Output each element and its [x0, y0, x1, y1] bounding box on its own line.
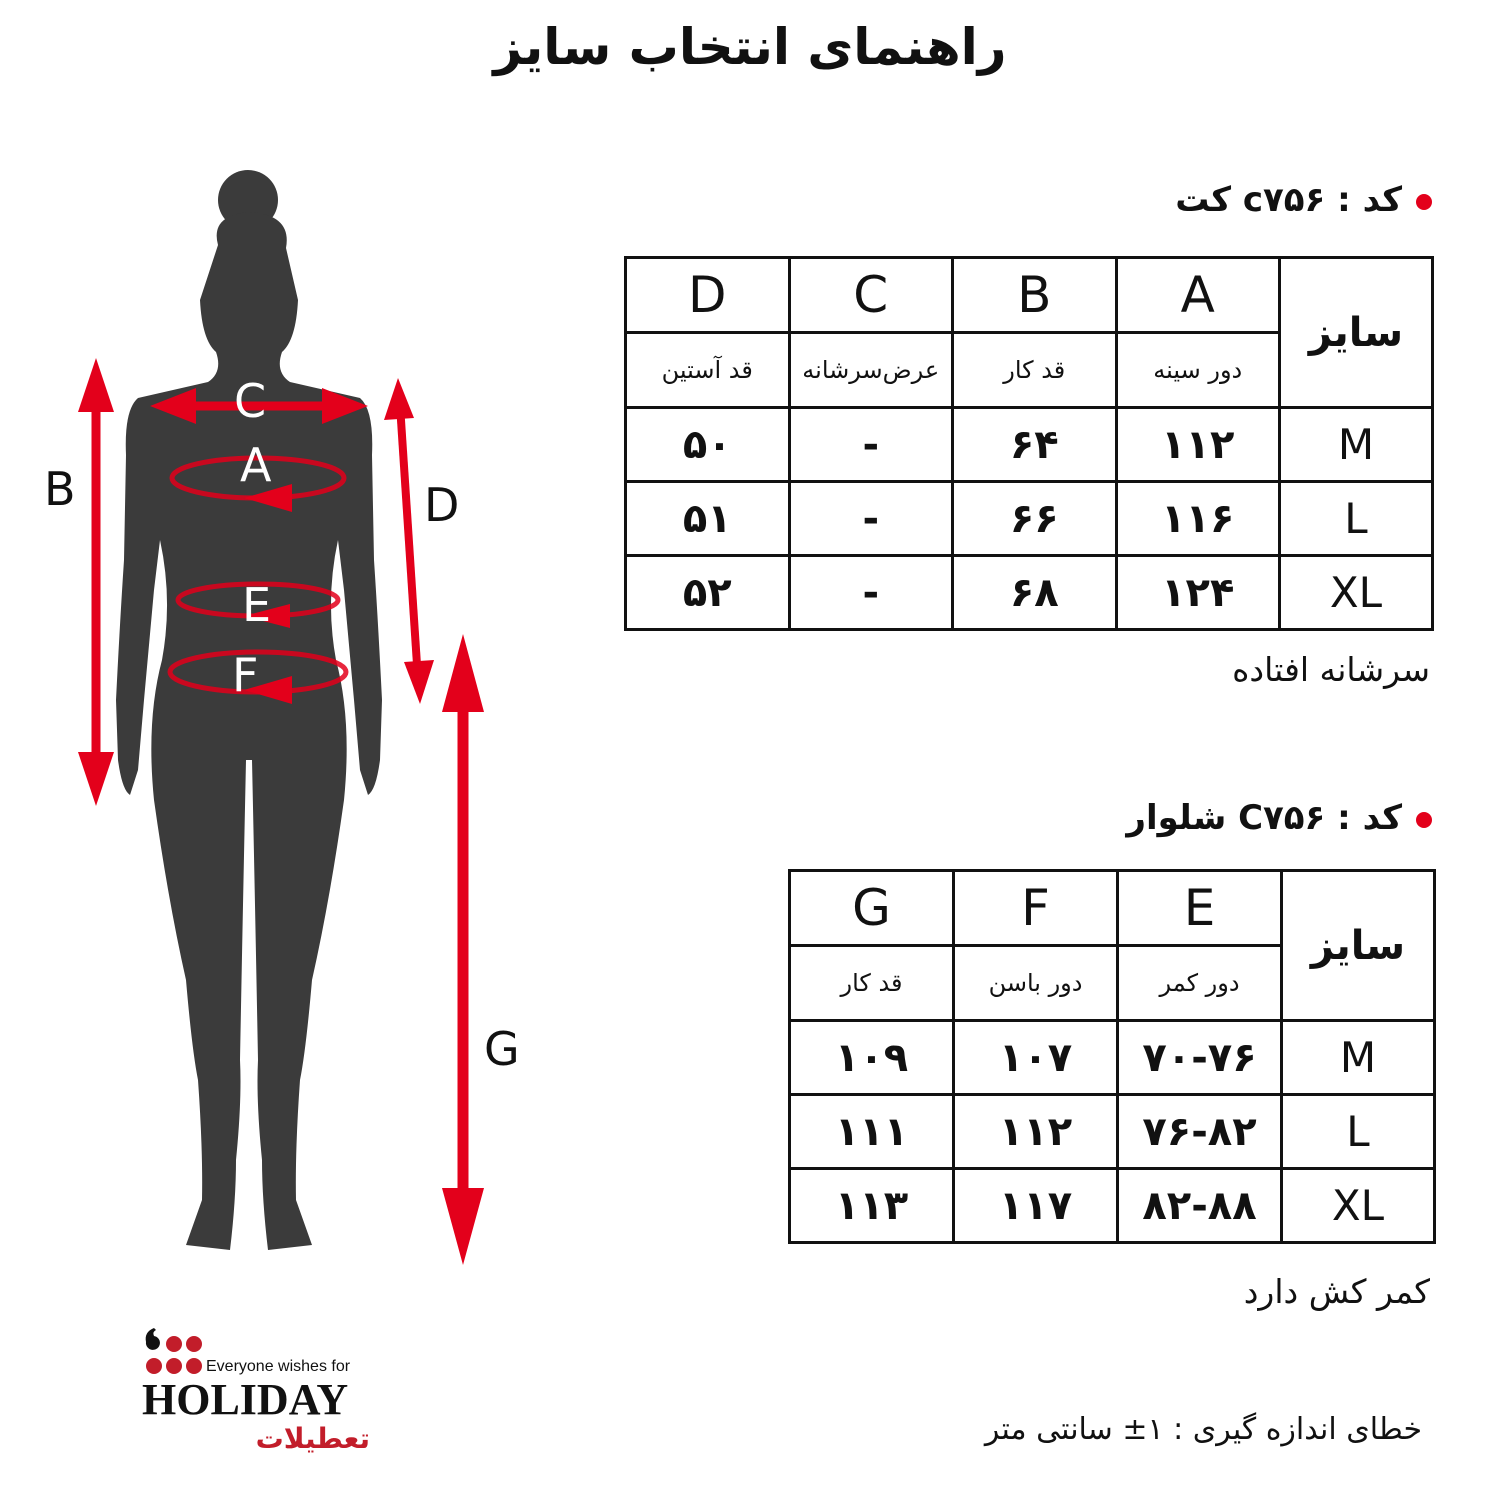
value-cell: ۱۱۳: [790, 1169, 954, 1243]
label-b: B: [44, 462, 76, 516]
column-label: دور باسن: [954, 946, 1118, 1021]
value-cell: ۱۰۹: [790, 1021, 954, 1095]
value-cell: -: [789, 408, 953, 482]
measurement-error-note: خطای اندازه گیری : ۱± سانتی متر: [984, 1412, 1422, 1447]
value-cell: ۱۱۲: [954, 1095, 1118, 1169]
label-d: D: [424, 478, 460, 532]
column-letter: A: [1116, 258, 1280, 333]
size-header: سایز: [1282, 871, 1435, 1021]
value-cell: ۵۰: [626, 408, 790, 482]
label-e: E: [242, 578, 272, 632]
label-c: C: [234, 374, 267, 428]
value-cell: ۵۲: [626, 556, 790, 630]
logo-dots-icon: [140, 1322, 210, 1378]
pants-note: کمر کش دارد: [1243, 1272, 1430, 1311]
column-letter: D: [626, 258, 790, 333]
value-cell: ۵۱: [626, 482, 790, 556]
table-row: [626, 556, 1433, 630]
value-cell: ۸۲-۸۸: [1118, 1169, 1282, 1243]
table-row: [626, 258, 1433, 333]
label-g: G: [484, 1022, 520, 1076]
table-row: [790, 1021, 1435, 1095]
size-cell: XL: [1282, 1169, 1435, 1243]
column-label: عرض‌سرشانه: [789, 333, 953, 408]
column-label: قد کار: [953, 333, 1117, 408]
body-figure: [0, 150, 560, 1280]
pants-heading: کد : C۷۵۶ شلوار: [1126, 798, 1432, 838]
value-cell: ۶۸: [953, 556, 1117, 630]
value-cell: ۶۶: [953, 482, 1117, 556]
table-row: [626, 482, 1433, 556]
size-cell: XL: [1280, 556, 1433, 630]
size-header: سایز: [1280, 258, 1433, 408]
column-letter: B: [953, 258, 1117, 333]
value-cell: ۱۲۴: [1116, 556, 1280, 630]
size-cell: M: [1280, 408, 1433, 482]
column-letter: C: [789, 258, 953, 333]
jacket-heading: کد : c۷۵۶ کت: [1175, 180, 1432, 220]
value-cell: -: [789, 482, 953, 556]
value-cell: -: [789, 556, 953, 630]
table-row: [790, 1095, 1435, 1169]
value-cell: ۱۱۶: [1116, 482, 1280, 556]
value-cell: ۷۶-۸۲: [1118, 1095, 1282, 1169]
table-row: [790, 1169, 1435, 1243]
column-label: قد کار: [790, 946, 954, 1021]
label-a: A: [240, 438, 272, 492]
value-cell: ۱۱۷: [954, 1169, 1118, 1243]
column-letter: E: [1118, 871, 1282, 946]
page-title: راهنمای انتخاب سایز: [493, 18, 1007, 76]
logo-persian: تعطیلات: [255, 1422, 370, 1455]
column-letter: G: [790, 871, 954, 946]
logo-word: HOLIDAY: [142, 1375, 349, 1424]
table-row: [790, 871, 1435, 946]
column-label: دور سینه: [1116, 333, 1280, 408]
column-label: دور کمر: [1118, 946, 1282, 1021]
value-cell: ۱۱۲: [1116, 408, 1280, 482]
column-label: قد آستین: [626, 333, 790, 408]
value-cell: ۱۱۱: [790, 1095, 954, 1169]
arrow-g: [442, 634, 484, 1265]
value-cell: ۶۴: [953, 408, 1117, 482]
size-cell: L: [1280, 482, 1433, 556]
bullet-dot: [1416, 812, 1432, 828]
label-f: F: [232, 648, 259, 702]
bullet-dot: [1416, 194, 1432, 210]
jacket-size-table: [624, 256, 1434, 631]
size-cell: M: [1282, 1021, 1435, 1095]
arrow-d: [384, 378, 434, 704]
pants-size-table: [788, 869, 1436, 1244]
holiday-logo: [140, 1322, 380, 1462]
value-cell: ۷۰-۷۶: [1118, 1021, 1282, 1095]
jacket-note: سرشانه افتاده: [1232, 650, 1430, 689]
value-cell: ۱۰۷: [954, 1021, 1118, 1095]
column-letter: F: [954, 871, 1118, 946]
table-row: [626, 408, 1433, 482]
logo-tagline: Everyone wishes for: [206, 1358, 351, 1375]
silhouette: [116, 170, 382, 1250]
arrow-b: [78, 358, 114, 806]
size-cell: L: [1282, 1095, 1435, 1169]
